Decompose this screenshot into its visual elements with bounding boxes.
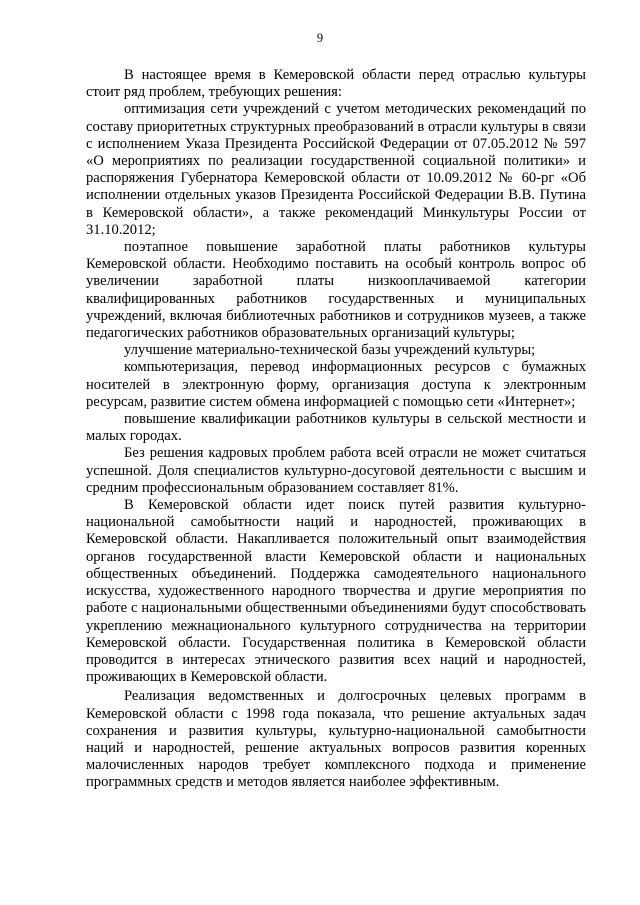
page-number: 9 (316, 31, 324, 45)
paragraph-material-base: улучшение материально-технической базы учреждений культуры; (124, 342, 536, 359)
body-text (86, 67, 586, 792)
paragraph-salary: поэтапное повышение заработной платы работников культуры Кемеровской области. Необходимо поставить на особый контроль вопрос об увеличении заработной платы низкооплачиваемой категории квалифицированных работников государственных и муниципальных учреждений, включая библиотечных работников и сотрудников музеев, а также педагогических работников образовательных организаций культуры; (86, 239, 586, 342)
paragraph-optimization: оптимизация сети учреждений с учетом методических рекомендаций по составу приоритетных структурных преобразований в отрасли культуры в связи с исполнением Указа Президента Российской Федерации от 07.05.2012 № 597 «О мероприятиях по реализации государственной социальной политики» и распоряжения Губернатора Кемеровской области от 10.09.2012 № 60-рг «Об исполнении отдельных указов Президента Российской Федерации В.В. Путина в Кемеровской области», а также рекомендаций Минкультуры России от 31.10.2012; (86, 101, 586, 238)
paragraph-programs: Реализация ведомственных и долгосрочных целевых программ в Кемеровской области с 1998 года показала, что решение актуальных задач сохранения и развития культуры, культурно-национальной самобытности наций и народностей, решение актуальных вопросов развития коренных малочисленных народов требует комплексного подхода и применение программных средств и методов является наиболее эффективным. (86, 688, 586, 791)
paragraph-computerization: компьютеризация, перевод информационных ресурсов с бумажных носителей в электронную форму, организация доступа к электронным ресурсам, развитие систем обмена информацией с помощью сети «Интернет»; (86, 359, 586, 410)
paragraph-national-identity: В Кемеровской области идет поиск путей развития культурно-национальной самобытности наций и народностей, проживающих в Кемеровской области. Накапливается положительный опыт взаимодействия органов государственной власти Кемеровской области и национальных общественных объединений. Поддержка самодеятельного национального искусства, художественного народного творчества и другие мероприятия по работе с национальными общественными объединениями будут способствовать укреплению межнационального культурного сотрудничества на территории Кемеровской области. Государственная политика в Кемеровской области проводится в интересах этнического развития всех наций и народностей, проживающих в Кемеровской области. (86, 497, 586, 686)
paragraph-qualification: повышение квалификации работников культуры в сельской местности и малых городах. (86, 411, 586, 445)
paragraph-staffing: Без решения кадровых проблем работа всей отрасли не может считаться успешной. Доля специалистов культурно-досуговой деятельности с высшим и средним профессиональным образованием составляет 81%. (86, 445, 586, 496)
paragraph-intro: В настоящее время в Кемеровской области перед отраслью культуры стоит ряд проблем, требующих решения: (86, 67, 586, 101)
